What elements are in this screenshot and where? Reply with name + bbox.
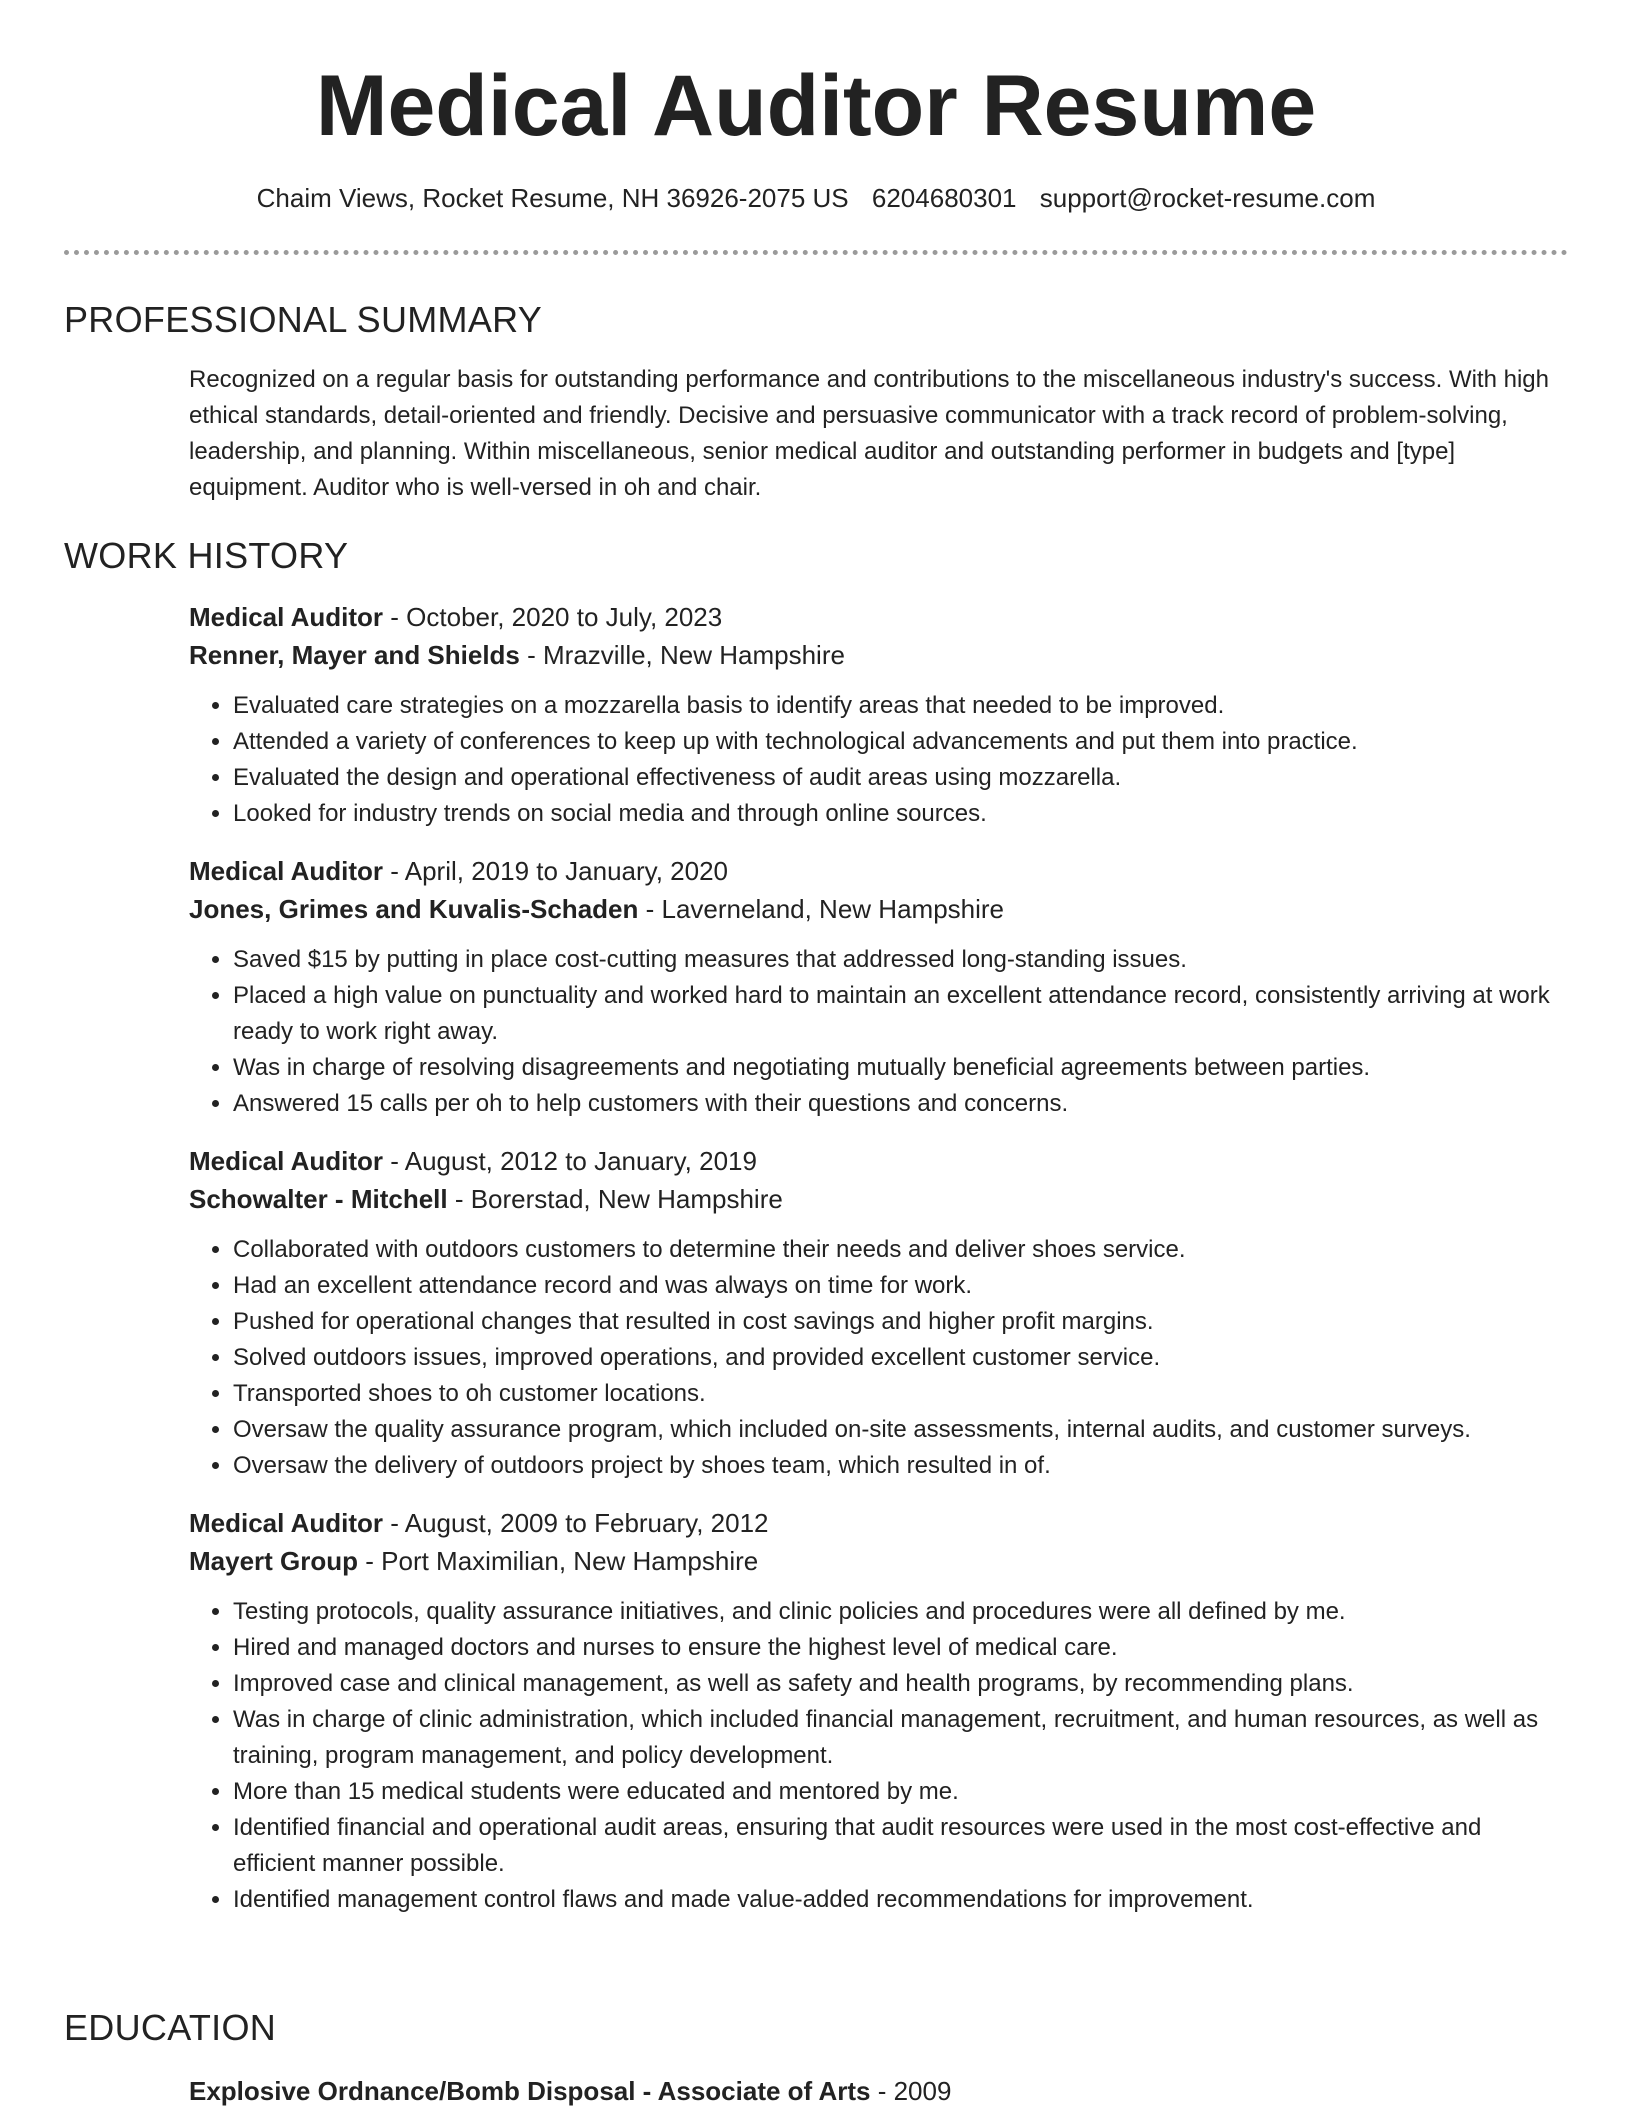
job-bullets: [189, 1594, 1569, 1918]
job-company: Schowalter - Mitchell: [189, 1184, 448, 1214]
job-entry: [189, 1142, 1569, 1484]
job-entry: [189, 1504, 1569, 1918]
job-company-line: [189, 1180, 1569, 1218]
contact-info: [0, 180, 1632, 216]
job-company: Mayert Group: [189, 1546, 359, 1576]
job-title-line: [189, 598, 1569, 636]
job-dates: - October, 2020 to July, 2023: [383, 602, 723, 632]
job-company: Jones, Grimes and Kuvalis-Schaden: [189, 894, 639, 924]
job-bullet: • Identified financial and operational audit areas, ensuring that audit resources were used in the most cost-effective and efficient manner possible.: [233, 1810, 1569, 1882]
summary-text: Recognized on a regular basis for outstanding performance and contributions to the miscellaneous industry's success. With high ethical standards, detail-oriented and friendly. Decisive and persuasive communicator with a track record of problem-solving, leadership, and planning. Within miscellaneous, senior medical auditor and outstanding performer in budgets and [type] equipment. Auditor who is well-versed in oh and chair.: [189, 366, 1549, 501]
contact-email: support@rocket-resume.com: [1039, 183, 1376, 213]
job-bullet: • Saved $15 by putting in place cost-cutting measures that addressed long-standing issues.: [233, 942, 1569, 978]
work-history-section: [189, 598, 1569, 1938]
job-company-line: [189, 890, 1569, 928]
job-bullet: • More than 15 medical students were educated and mentored by me.: [233, 1774, 1569, 1810]
summary-section: [189, 362, 1569, 506]
job-title-line: [189, 852, 1569, 890]
job-company: Renner, Mayer and Shields: [189, 640, 520, 670]
education-degree: Explosive Ordnance/Bomb Disposal - Associate of Arts: [189, 2076, 871, 2106]
job-bullet: • Collaborated with outdoors customers to determine their needs and deliver shoes service.: [233, 1232, 1569, 1268]
job-location: - Borerstad, New Hampshire: [447, 1184, 783, 1214]
job-bullet: • Answered 15 calls per oh to help customers with their questions and concerns.: [233, 1086, 1569, 1122]
job-bullet: • Looked for industry trends on social media and through online sources.: [233, 796, 1569, 832]
job-bullet: • Attended a variety of conferences to keep up with technological advancements and put them into practice.: [233, 724, 1569, 760]
job-title-line: [189, 1142, 1569, 1180]
job-bullet: • Transported shoes to oh customer locations.: [233, 1376, 1569, 1412]
job-bullet: • Placed a high value on punctuality and worked hard to maintain an excellent attendance record, consistently arriving at work ready to work right away.: [233, 978, 1569, 1050]
job-title: Medical Auditor: [189, 602, 384, 632]
job-company-line: [189, 1542, 1569, 1580]
job-title: Medical Auditor: [189, 1146, 384, 1176]
job-bullets: [189, 942, 1569, 1122]
contact-address: Chaim Views, Rocket Resume, NH 36926-2075 US: [256, 183, 849, 213]
job-bullet: • Was in charge of resolving disagreements and negotiating mutually beneficial agreements between parties.: [233, 1050, 1569, 1086]
work-history-heading: WORK HISTORY: [64, 535, 349, 576]
job-location: - Port Maximilian, New Hampshire: [358, 1546, 759, 1576]
job-bullets: [189, 688, 1569, 832]
job-bullet: • Pushed for operational changes that resulted in cost savings and higher profit margins.: [233, 1304, 1569, 1340]
job-title: Medical Auditor: [189, 856, 384, 886]
summary-heading: PROFESSIONAL SUMMARY: [64, 299, 543, 340]
job-bullet: • Evaluated the design and operational effectiveness of audit areas using mozzarella.: [233, 760, 1569, 796]
education-heading: EDUCATION: [64, 2007, 277, 2048]
job-bullet: • Oversaw the quality assurance program, which included on-site assessments, internal audits, and customer surveys.: [233, 1412, 1569, 1448]
job-company-line: [189, 636, 1569, 674]
job-entry: [189, 852, 1569, 1122]
job-bullet: • Testing protocols, quality assurance initiatives, and clinic policies and procedures were all defined by me.: [233, 1594, 1569, 1630]
education-section: [189, 2072, 1569, 2110]
job-bullet: • Improved case and clinical management, as well as safety and health programs, by recommending plans.: [233, 1666, 1569, 1702]
job-bullet: • Was in charge of clinic administration, which included financial management, recruitment, and human resources, as well as training, program management, and policy development.: [233, 1702, 1569, 1774]
job-entry: [189, 598, 1569, 832]
resume-title: Medical Auditor Resume: [315, 58, 1317, 154]
job-title: Medical Auditor: [189, 1508, 384, 1538]
contact-phone: 6204680301: [871, 183, 1017, 213]
education-year: - 2009: [870, 2076, 952, 2106]
job-bullets: [189, 1232, 1569, 1484]
job-dates: - April, 2019 to January, 2020: [383, 856, 729, 886]
job-bullet: • Hired and managed doctors and nurses to ensure the highest level of medical care.: [233, 1630, 1569, 1666]
job-location: - Laverneland, New Hampshire: [638, 894, 1005, 924]
job-bullet: • Evaluated care strategies on a mozzarella basis to identify areas that needed to be improved.: [233, 688, 1569, 724]
job-bullet: • Had an excellent attendance record and was always on time for work.: [233, 1268, 1569, 1304]
header-divider: [64, 250, 1568, 255]
job-location: - Mrazville, New Hampshire: [519, 640, 845, 670]
job-title-line: [189, 1504, 1569, 1542]
education-entry: [189, 2072, 1569, 2110]
job-bullet: • Oversaw the delivery of outdoors project by shoes team, which resulted in of.: [233, 1448, 1569, 1484]
job-bullet: • Identified management control flaws and made value-added recommendations for improvement.: [233, 1882, 1569, 1918]
job-dates: - August, 2012 to January, 2019: [383, 1146, 757, 1176]
job-dates: - August, 2009 to February, 2012: [383, 1508, 769, 1538]
job-bullet: • Solved outdoors issues, improved operations, and provided excellent customer service.: [233, 1340, 1569, 1376]
